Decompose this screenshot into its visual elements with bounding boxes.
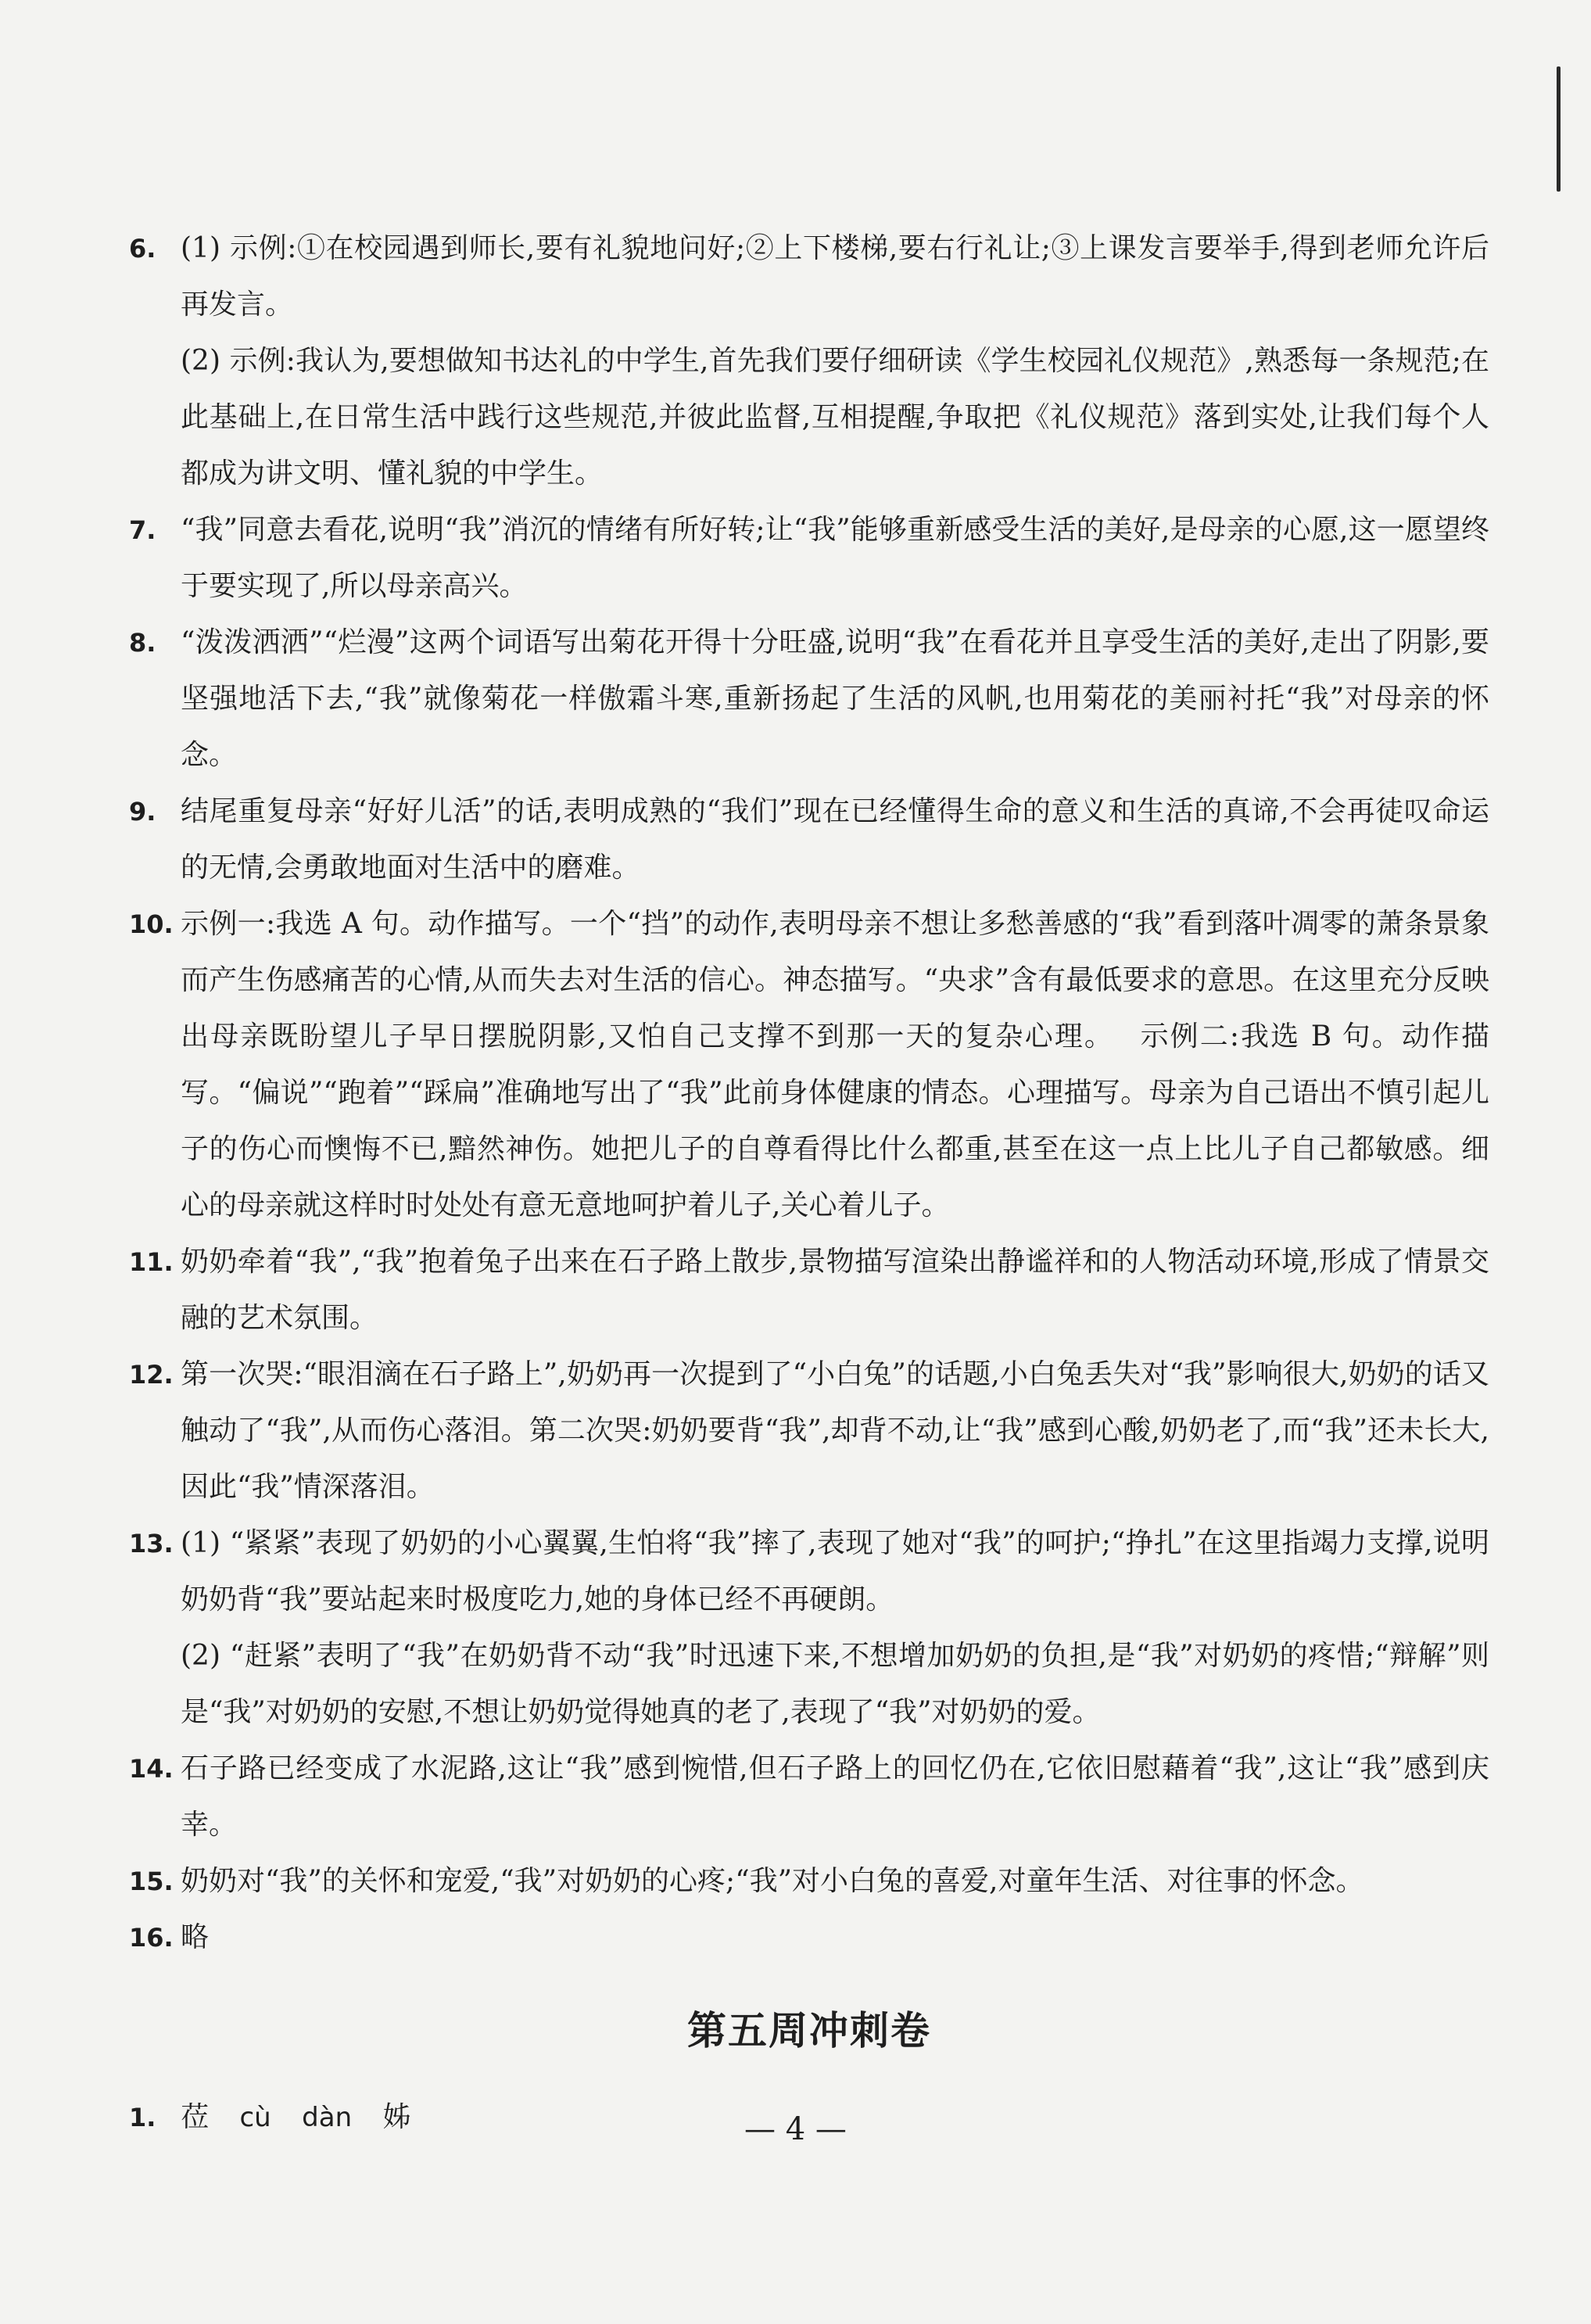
answer-item — [129, 1234, 1489, 1347]
answer-item — [129, 896, 1489, 1234]
answer-list — [129, 221, 1489, 1966]
item-number: 13. — [129, 1529, 174, 1558]
answer-pinyin: dàn — [302, 2102, 353, 2133]
answer-char: 莅 — [181, 2101, 210, 2133]
answer-paragraph: 示例一:我选 A 句。动作描写。一个“挡”的动作,表明母亲不想让多愁善感的“我”看到落叶凋零的萧条景象而产生伤感痛苦的心情,从而失去对生活的信心。神态描写。“央求”含有最低要求的意思。在这里充分反映出母亲既盼望儿子早日摆脱阴影,又怕自己支撑不到那一天的复杂心理。 示例二:我选 B 句。动作描写。“偏说”“跑着”“踩扁”准确地写出了“我”此前身体健康的情态。心理描写。母亲为自己语出不慎引起儿子的伤心而懊悔不已,黯然神伤。她把儿子的自尊看得比什么都重,甚至在这一点上比儿子自己都敏感。细心的母亲就这样时时处处有意无意地呵护着儿子,关心着儿子。 — [181, 908, 1489, 1221]
answer-item — [129, 784, 1489, 896]
answer-pinyin: cù — [239, 2102, 271, 2133]
answer-paragraph: 石子路已经变成了水泥路,这让“我”感到惋惜,但石子路上的回忆仍在,它依旧慰藉着“我”,这让“我”感到庆幸。 — [181, 1752, 1489, 1841]
page-number: — 4 — — [744, 2111, 847, 2147]
item-number: 1. — [129, 2103, 156, 2132]
item-number: 12. — [129, 1360, 174, 1390]
item-number: 15. — [129, 1867, 174, 1896]
answer-paragraph: (1) 示例:①在校园遇到师长,要有礼貌地问好;②上下楼梯,要右行礼让;③上课发言要举手,得到老师允许后再发言。 — [181, 232, 1489, 321]
answer-paragraph: 第一次哭:“眼泪滴在石子路上”,奶奶再一次提到了“小白兔”的话题,小白兔丢失对“我”影响很大,奶奶的话又触动了“我”,从而伤心落泪。第二次哭:奶奶要背“我”,却背不动,让“我”感到心酸,奶奶老了,而“我”还未长大,因此“我”情深落泪。 — [181, 1358, 1489, 1503]
answer-paragraph: “我”同意去看花,说明“我”消沉的情绪有所好转;让“我”能够重新感受生活的美好,是母亲的心愿,这一愿望终于要实现了,所以母亲高兴。 — [181, 514, 1489, 602]
item-number: 11. — [129, 1247, 174, 1277]
item-number: 9. — [129, 797, 156, 827]
item-number: 16. — [129, 1923, 174, 1953]
item-number: 14. — [129, 1754, 174, 1784]
answer-paragraph: (2) “赶紧”表明了“我”在奶奶背不动“我”时迅速下来,不想增加奶奶的负担,是“我”对奶奶的疼惜;“辩解”则是“我”对奶奶的安慰,不想让奶奶觉得她真的老了,表现了“我”对奶奶的爱。 — [181, 1640, 1489, 1728]
answer-item — [129, 1910, 1489, 1966]
answer-paragraph: (2) 示例:我认为,要想做知书达礼的中学生,首先我们要仔细研读《学生校园礼仪规范》,熟悉每一条规范;在此基础上,在日常生活中践行这些规范,并彼此监督,互相提醒,争取把《礼仪规范》落到实处,让我们每个人都成为讲文明、懂礼貌的中学生。 — [181, 345, 1489, 490]
answer-paragraph: 略 — [181, 1921, 210, 1953]
answer-item — [129, 615, 1489, 784]
answer-paragraph: 奶奶牵着“我”,“我”抱着兔子出来在石子路上散步,景物描写渲染出静谧祥和的人物活动环境,形成了情景交融的艺术氛围。 — [181, 1246, 1489, 1334]
item-number: 10. — [129, 909, 174, 939]
answer-paragraph: 结尾重复母亲“好好儿活”的话,表明成熟的“我们”现在已经懂得生命的意义和生活的真谛,不会再徒叹命运的无情,会勇敢地面对生活中的磨难。 — [181, 795, 1489, 884]
answer-item — [129, 1515, 1489, 1741]
answer-paragraph: 奶奶对“我”的关怀和宠爱,“我”对奶奶的心疼;“我”对小白兔的喜爱,对童年生活、对往事的怀念。 — [181, 1865, 1364, 1897]
item-number: 8. — [129, 628, 156, 658]
answer-paragraph: (1) “紧紧”表现了奶奶的小心翼翼,生怕将“我”摔了,表现了她对“我”的呵护;“挣扎”在这里指竭力支撑,说明奶奶背“我”要站起来时极度吃力,她的身体已经不再硬朗。 — [181, 1527, 1489, 1616]
answer-content — [129, 221, 1489, 2146]
answer-item — [129, 1853, 1489, 1910]
item-number: 7. — [129, 515, 156, 545]
answer-item — [129, 502, 1489, 615]
answer-item — [129, 1347, 1489, 1515]
section-title: 第五周冲刺卷 — [687, 2007, 931, 2053]
answer-item — [129, 221, 1489, 502]
scan-edge-mark — [1557, 66, 1561, 192]
answer-item — [129, 1741, 1489, 1853]
answer-char: 姊 — [382, 2101, 411, 2133]
answer-paragraph: “泼泼洒洒”“烂漫”这两个词语写出菊花开得十分旺盛,说明“我”在看花并且享受生活的美好,走出了阴影,要坚强地活下去,“我”就像菊花一样傲霜斗寒,重新扬起了生活的风帆,也用菊花的美丽衬托“我”对母亲的怀念。 — [181, 626, 1489, 771]
item-number: 6. — [129, 234, 156, 264]
